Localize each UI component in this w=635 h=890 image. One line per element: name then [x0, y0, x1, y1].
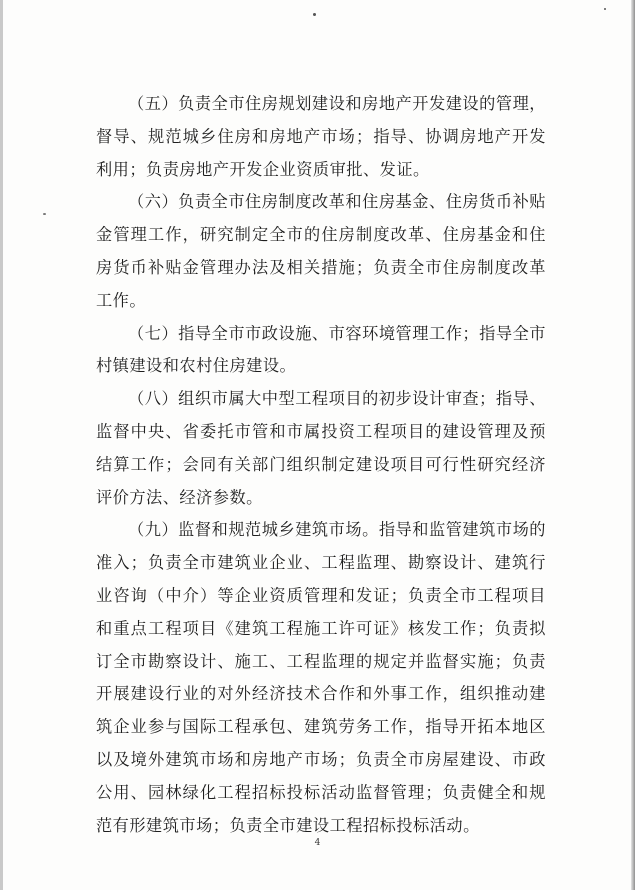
scan-speck: [604, 8, 606, 10]
body-text: [96, 88, 546, 842]
scan-edge-right: [631, 0, 635, 890]
scan-edge-left: [0, 0, 3, 890]
paragraph-5: （五）负责全市住房规划建设和房地产开发建设的管理，督导、规范城乡住房和房地产市场；指导、协调房地产开发利用；负责房地产开发企业资质审批、发证。: [96, 94, 546, 179]
paragraph-8: （八）组织市属大中型工程项目的初步设计审查；指导、监督中央、省委托市管和市属投资工程项目的建设管理及预结算工作；会同有关部门组织制定建设项目可行性研究经济评价方法、经济参数。: [96, 389, 546, 507]
paragraph-9: （九）监督和规范城乡建筑市场。指导和监管建筑市场的准入；负责全市建筑业企业、工程监理、勘察设计、建筑行业咨询（中介）等企业资质管理和发证；负责全市工程项目和重点工程项目《建筑工程施工许可证》核发工作；负责拟订全市勘察设计、施工、工程监理的规定并监督实施；负责开展建设行业的对外经济技术合作和外事工作，组织推动建筑企业参与国际工程承包、建筑劳务工作，指导开拓本地区以及境外建筑市场和房地产市场；负责全市房屋建设、市政公用、园林绿化工程招标投标活动监督管理；负责健全和规范有形建筑市场；负责全市建设工程招标投标活动。: [96, 520, 546, 835]
paragraph-6: （六）负责全市住房制度改革和住房基金、住房货币补贴金管理工作，研究制定全市的住房制度改革、住房基金和住房货币补贴金管理办法及相关措施；负责全市住房制度改革工作。: [96, 192, 546, 310]
page-number: 4: [314, 838, 321, 848]
scan-speck: [313, 13, 316, 16]
paragraph-7: （七）指导全市市政设施、市容环境管理工作；指导全市村镇建设和农村住房建设。: [96, 323, 546, 376]
scan-speck: [43, 213, 46, 215]
